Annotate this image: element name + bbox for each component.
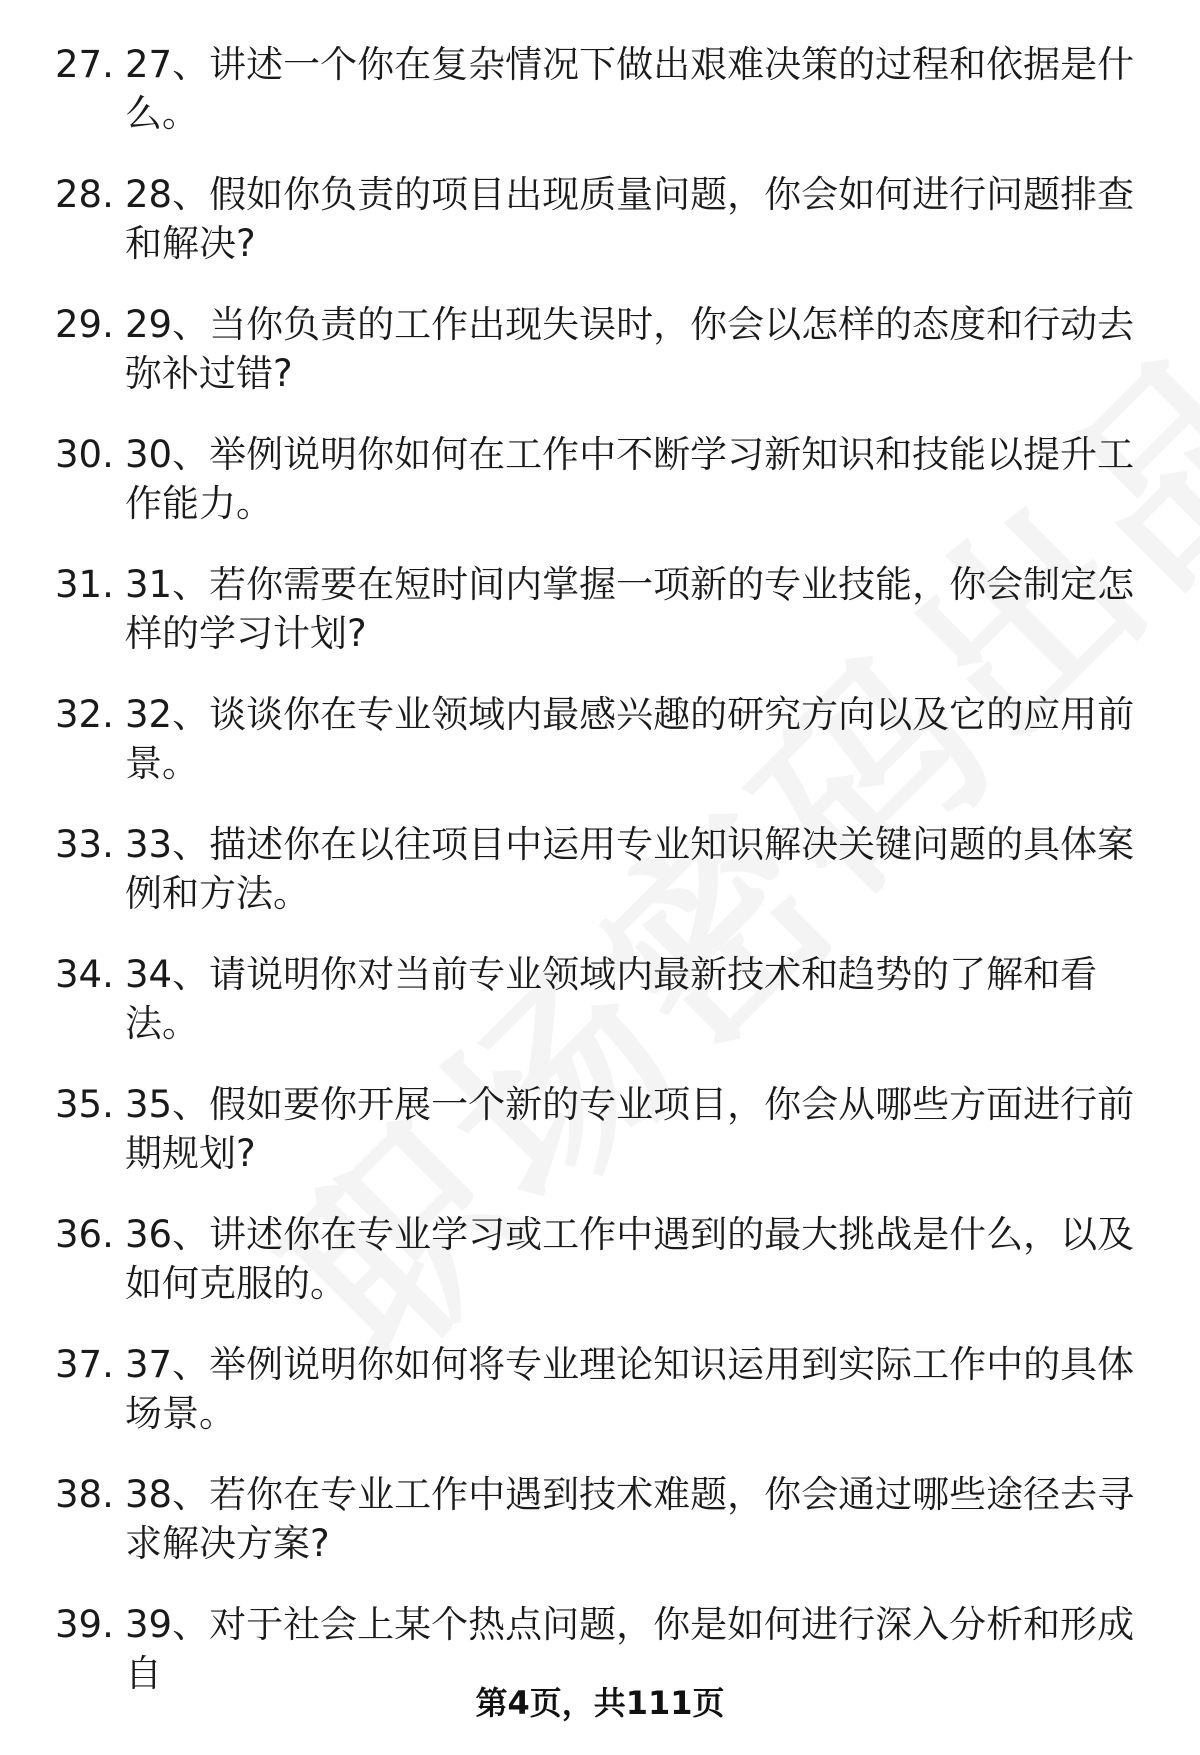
question-text: 32、谈谈你在专业领域内最感兴趣的研究方向以及它的应用前景。 bbox=[125, 693, 1135, 785]
question-number: 29. bbox=[55, 303, 114, 346]
list-item bbox=[0, 430, 1200, 560]
question-text: 29、当你负责的工作出现失误时，你会以怎样的态度和行动去弥补过错? bbox=[125, 303, 1135, 395]
list-item bbox=[0, 170, 1200, 300]
question-number: 37. bbox=[55, 1343, 114, 1386]
question-text: 35、假如要你开展一个新的专业项目，你会从哪些方面进行前期规划? bbox=[125, 1083, 1135, 1175]
question-number: 28. bbox=[55, 173, 114, 216]
question-number: 39. bbox=[55, 1603, 114, 1646]
question-text: 34、请说明你对当前专业领域内最新技术和趋势的了解和看法。 bbox=[125, 953, 1098, 1045]
question-text: 38、若你在专业工作中遇到技术难题，你会通过哪些途径去寻求解决方案? bbox=[125, 1473, 1135, 1565]
list-item bbox=[0, 1210, 1200, 1340]
page-footer: 第4页，共111页 bbox=[475, 1684, 725, 1722]
question-text: 37、举例说明你如何将专业理论知识运用到实际工作中的具体场景。 bbox=[125, 1343, 1135, 1435]
question-number: 38. bbox=[55, 1473, 114, 1516]
list-item bbox=[0, 1470, 1200, 1600]
question-list bbox=[0, 40, 1200, 1730]
list-item bbox=[0, 690, 1200, 820]
question-text: 31、若你需要在短时间内掌握一项新的专业技能，你会制定怎样的学习计划? bbox=[125, 563, 1135, 655]
question-text: 27、讲述一个你在复杂情况下做出艰难决策的过程和依据是什么。 bbox=[125, 43, 1135, 135]
question-text: 33、描述你在以往项目中运用专业知识解决关键问题的具体案例和方法。 bbox=[125, 823, 1135, 915]
question-text: 39、对于社会上某个热点问题，你是如何进行深入分析和形成自 bbox=[125, 1603, 1135, 1695]
list-item bbox=[0, 950, 1200, 1080]
question-number: 35. bbox=[55, 1083, 114, 1126]
list-item bbox=[0, 560, 1200, 690]
question-text: 28、假如你负责的项目出现质量问题，你会如何进行问题排查和解决? bbox=[125, 173, 1135, 265]
list-item bbox=[0, 300, 1200, 430]
question-number: 32. bbox=[55, 693, 114, 736]
question-number: 31. bbox=[55, 563, 114, 606]
list-item bbox=[0, 40, 1200, 170]
question-text: 30、举例说明你如何在工作中不断学习新知识和技能以提升工作能力。 bbox=[125, 433, 1135, 525]
list-item bbox=[0, 1340, 1200, 1470]
question-number: 36. bbox=[55, 1213, 114, 1256]
list-item bbox=[0, 820, 1200, 950]
question-number: 30. bbox=[55, 433, 114, 476]
question-number: 33. bbox=[55, 823, 114, 866]
list-item bbox=[0, 1080, 1200, 1210]
question-number: 27. bbox=[55, 43, 114, 86]
question-number: 34. bbox=[55, 953, 114, 996]
question-text: 36、讲述你在专业学习或工作中遇到的最大挑战是什么，以及如何克服的。 bbox=[125, 1213, 1135, 1305]
